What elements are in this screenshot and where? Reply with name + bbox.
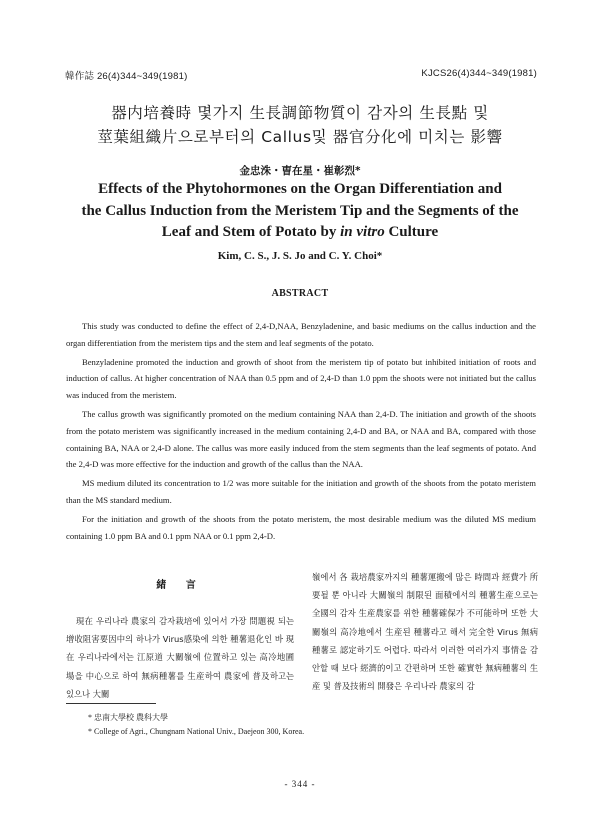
introduction-heading: 緒 言 — [156, 580, 204, 591]
korean-title-line-2: 莖葉組織片으로부터의 Callus및 器官分化에 미치는 影響 — [97, 128, 503, 146]
english-title-italic: in vitro — [340, 224, 385, 240]
abstract-body — [66, 318, 536, 546]
abstract-paragraph-1: This study was conducted to define the effect of 2,4-D,NAA, Benzyladenine, and basic mediums on the callus induction and the organ differentiation from the meristem tips and the stem and leaf segments of the potato. — [66, 321, 536, 348]
page-number: - 344 - — [284, 779, 316, 789]
footnote-divider — [66, 703, 156, 704]
journal-citation-right: KJCS26(4)344~349(1981) — [421, 68, 537, 79]
journal-citation-left: 韓作誌 26(4)344~349(1981) — [65, 71, 188, 82]
english-title-line-3 — [0, 224, 600, 241]
abstract-paragraph-3: The callus growth was significantly promoted on the medium containing NAA than 2,4-D. The initiation and growth of the shoots from the potato meristem was significantly increased in the medium containing 2,4-D and BA, or NAA and BA, compared with those containing BA, NAA or 2,4-D alone. The callus was more easily induced from the stem segments than the leaf segments of potato. And the 2,4-D was more effective for the induction and growth of the callus than the NAA. — [66, 408, 536, 470]
abstract-paragraph-2: Benzyladenine promoted the induction and growth of shoot from the meristem tip of potato but inhibited initiation of roots and induction of callus. At higher concentration of NAA than 0.5 ppm and of 2,4-D than 1.0 ppm the shoots were not initiated but the callus was induced from the meristem. — [66, 356, 536, 401]
english-title-line-3-start: Leaf and Stem of Potato by — [161, 224, 341, 240]
body-right-paragraph: 嶺에서 各 栽培農家까지의 種薯運搬에 많은 時間과 經費가 所要될 뿐 아니라 大關嶺의 制限된 面積에서의 種薯生産으로는 全國의 감자 生産農家를 위한 種薯確保가 不可能하며 또한 大關嶺의 高冷地에서 生産된 種薯라고 해서 完全한 Virus 無病種薯로 認定하기도 어렵다. 따라서 이러한 여러가지 事情을 감안할 때 보다 經濟的이고 간편하며 또한 確實한 無病種薯의 生産 및 普及技術의 開發은 우리나라 農家의 감 — [312, 572, 538, 692]
body-left-paragraph: 現在 우리나라 農家의 감자栽培에 있어서 가장 問題視 되는 增收阻害要因中의 하나가 Virus感染에 의한 種薯退化인 바 現在 우리나라에서는 江原道 大關嶺에 位置하고 있는 高冷地圃場을 中心으로 하여 無病種薯를 生産하여 農家에 普及하고는 있으나 大關 — [66, 616, 294, 699]
english-authors: Kim, C. S., J. S. Jo and C. Y. Choi* — [217, 250, 383, 262]
footnote-english: * College of Agri., Chungnam National Univ., Daejeon 300, Korea. — [88, 727, 305, 736]
abstract-paragraph-4: MS medium diluted its concentration to 1/2 was more suitable for the initiation and growth of the shoots from the potato meristem than the MS standard medium. — [66, 478, 536, 505]
korean-title-line-1: 器内培養時 몇가지 生長調節物質이 감자의 生長點 및 — [111, 104, 489, 122]
abstract-heading: ABSTRACT — [271, 288, 329, 299]
abstract-paragraph-5: For the initiation and growth of the shoots from the potato meristem, the most desirable medium was the diluted MS medium containing 1.0 ppm BA and 0.1 ppm NAA or 0.1 ppm 2,4-D. — [66, 513, 536, 541]
english-title-line-3-end: Culture — [384, 224, 439, 240]
body-column-right — [312, 568, 538, 695]
english-title-line-1: Effects of the Phytohormones on the Organ Differentiation and — [98, 181, 502, 197]
korean-authors: 金忠洙・曺在星・崔彰烈* — [239, 165, 361, 177]
body-column-left — [66, 612, 294, 703]
english-title-line-2: the Callus Induction from the Meristem Tip and the Segments of the — [81, 203, 519, 219]
footnote-korean: * 忠南大學校 農科大學 — [88, 713, 168, 722]
